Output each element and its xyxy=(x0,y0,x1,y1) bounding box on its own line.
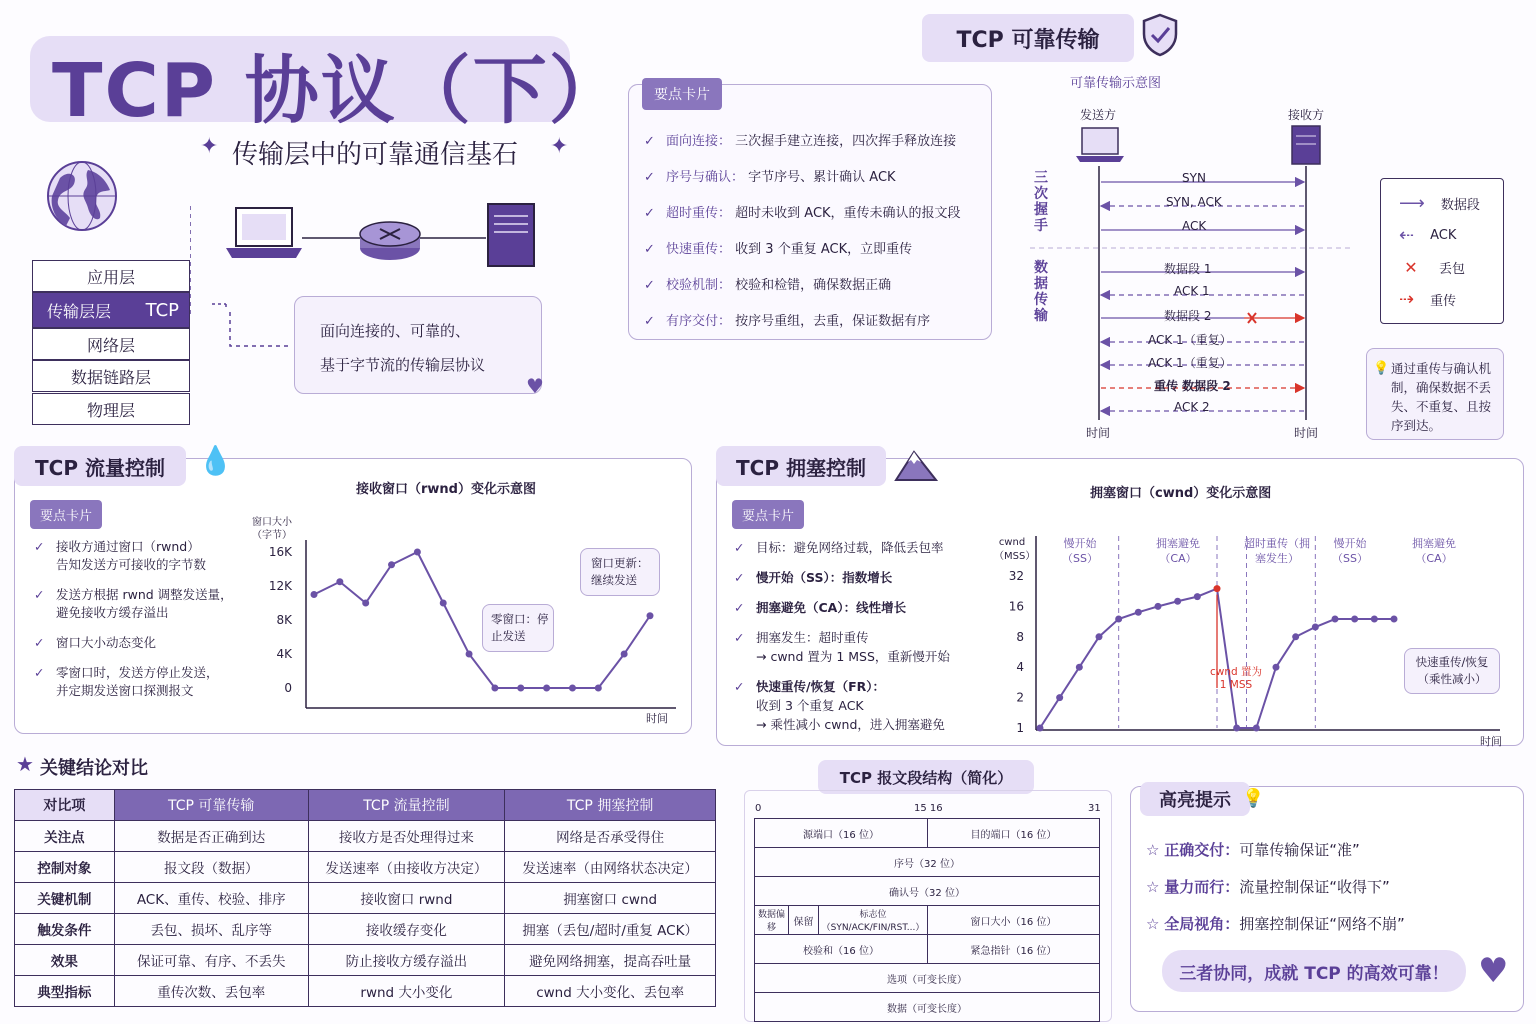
rwnd-point xyxy=(621,651,628,658)
y-tick-label: 4 xyxy=(1016,660,1024,675)
congestion-point: ✓ 目标：避免网络过载，降低丢包率 xyxy=(734,538,984,557)
heart-icon: ♥ xyxy=(1478,951,1509,991)
msg-label: 数据段 1 xyxy=(1164,262,1212,276)
layer-transport-label: 传输层层 xyxy=(47,301,112,321)
msg-label: ACK 1（重复） xyxy=(1148,356,1232,370)
congestion-point: ✓ 拥塞发生：超时重传 → cwnd 置为 1 MSS，重新慢开始 xyxy=(734,628,984,666)
cwnd-point xyxy=(1155,603,1162,610)
highlight-item: ☆ 全局视角：拥塞控制保证“网络不崩” xyxy=(1146,915,1405,933)
flow-x-label: 时间 xyxy=(646,712,668,725)
lightbulb-icon: 💡 xyxy=(1373,361,1390,376)
segment-row: 数据（可变长度） xyxy=(755,993,1100,1022)
cwnd-point xyxy=(1056,694,1063,701)
segment-row: 确认号（32 位） xyxy=(755,877,1100,906)
cwnd-point xyxy=(1391,616,1398,623)
flow-y-label: 窗口大小（字节） xyxy=(252,517,292,541)
congestion-points xyxy=(734,538,984,734)
y-tick-label: 1 xyxy=(1016,721,1024,735)
rwnd-point xyxy=(311,591,318,598)
rwnd-point xyxy=(569,685,576,692)
ack-arrow-icon: ⇠ xyxy=(1399,224,1415,246)
keypoint-item: ✓ 面向连接： 三次握手建立连接，四次挥手释放连接 xyxy=(644,124,990,160)
keypoint-item: ✓ 有序交付： 按序号重组，去重，保证数据有序 xyxy=(644,304,990,340)
flow-chart-title: 接收窗口（rwnd）变化示意图 xyxy=(356,482,536,497)
keypoint-item: ✓ 快速重传： 收到 3 个重复 ACK，立即重传 xyxy=(644,232,990,268)
segment-row: 序号（32 位） xyxy=(755,848,1100,877)
phase-label: 超时重传（拥塞发生） xyxy=(1244,537,1310,565)
receiver-server-icon xyxy=(1292,126,1320,164)
y-tick-label: 8 xyxy=(1016,629,1024,644)
rwnd-point xyxy=(466,651,473,658)
laptop-icon xyxy=(226,208,302,258)
cwnd-reset-note: cwnd 置为 1 MSS xyxy=(1209,666,1263,691)
table-header-row: 对比项 TCP 可靠传输 TCP 流量控制 TCP 拥塞控制 xyxy=(15,790,716,821)
cwnd-point xyxy=(1351,616,1358,623)
congestion-chart xyxy=(1000,530,1510,740)
table-row: 触发条件 丢包、损坏、乱序等 接收缓存变化 拥塞（丢包/超时/重复 ACK） xyxy=(15,914,716,945)
fr-callout: 快速重传/恢复（乘性减小） xyxy=(1404,648,1500,694)
highlight-footer: 三者协同，成就 TCP 的高效可靠！ xyxy=(1162,950,1466,992)
table-row: 关注点 数据是否正确到达 接收方是否处理得过来 网络是否承受得住 xyxy=(15,821,716,852)
star-icon: ★ xyxy=(16,752,34,776)
y-tick-label: 0 xyxy=(284,681,292,695)
keypoint-item: ✓ 超时重传： 超时未收到 ACK，重传未确认的报文段 xyxy=(644,196,990,232)
phase-label: 拥塞避免（CA） xyxy=(1412,537,1456,565)
flow-point: ✓ 窗口大小动态变化 xyxy=(34,634,254,652)
rwnd-point xyxy=(362,600,369,607)
cwnd-point xyxy=(1076,664,1083,671)
compare-table xyxy=(14,789,716,1007)
rwnd-point xyxy=(517,685,524,692)
congestion-point: ✓ 快速重传/恢复（FR）： 收到 3 个重复 ACK → 乘性减小 cwnd，进入拥塞避免 xyxy=(734,677,984,734)
congestion-chart-title: 拥塞窗口（cwnd）变化示意图 xyxy=(1090,486,1272,501)
y-tick-label: 32 xyxy=(1008,569,1024,583)
phase-label: 慢开始（SS） xyxy=(1332,537,1368,565)
retransmit-arrow-icon: ⇢ xyxy=(1399,288,1415,310)
flow-tag: 要点卡片 xyxy=(30,500,102,529)
rwnd-point xyxy=(491,685,498,692)
congestion-point: ✓ 拥塞避免（CA）：线性增长 xyxy=(734,598,984,617)
table-row: 典型指标 重传次数、丢包率 rwnd 大小变化 cwnd 大小变化、丢包率 xyxy=(15,976,716,1007)
segment-row: 源端口（16 位） 目的端口（16 位） xyxy=(755,819,1100,848)
reliable-diagram-title: 可靠传输示意图 xyxy=(1070,76,1162,91)
flow-control-title: TCP 流量控制 xyxy=(14,446,186,486)
rwnd-point xyxy=(414,549,421,556)
sequence-legend: ⟶ 数据段 ⇠ ACK ✕ 丢包 ⇢ 重传 xyxy=(1380,178,1504,324)
congestion-y-label: cwnd（MSS） xyxy=(994,537,1036,562)
rwnd-point xyxy=(440,600,447,607)
loss-icon: ✕ xyxy=(1404,257,1418,277)
segment-row: 校验和（16 位） 紧急指针（16 位） xyxy=(755,935,1100,964)
cwnd-point xyxy=(1214,585,1221,592)
cwnd-point xyxy=(1253,725,1260,732)
rwnd-point xyxy=(595,685,602,692)
y-tick-label: 8K xyxy=(276,613,292,627)
segment-table xyxy=(754,818,1100,1022)
layer-transport xyxy=(32,292,190,328)
cwnd-point xyxy=(1174,598,1181,605)
rwnd-point xyxy=(647,612,654,619)
segment-row: 选项（可变长度） xyxy=(755,964,1100,993)
cwnd-point xyxy=(1332,616,1339,623)
msg-label: SYN, ACK xyxy=(1166,195,1222,209)
sender-label: 发送方 xyxy=(1080,108,1117,122)
time-label-sender: 时间 xyxy=(1086,426,1111,440)
flow-point: ✓ 零窗口时，发送方停止发送， 并定期发送窗口探测报文 xyxy=(34,664,254,700)
layer-transport-tcp: TCP xyxy=(145,299,179,321)
page-title: TCP 协议（下） xyxy=(52,48,625,134)
cwnd-point xyxy=(1292,633,1299,640)
msg-label: ACK 1（重复） xyxy=(1148,333,1232,347)
segment-title: TCP 报文段结构（简化） xyxy=(818,760,1034,794)
flow-point: ✓ 接收方通过窗口（rwnd） 告知发送方可接收的字节数 xyxy=(34,538,254,574)
msg-label: ACK 1 xyxy=(1174,284,1210,298)
cwnd-point xyxy=(1115,616,1122,623)
shield-icon xyxy=(1140,12,1180,58)
router-icon xyxy=(360,222,420,260)
server-icon xyxy=(488,204,534,266)
flow-callout-update: 窗口更新：继续发送 xyxy=(580,548,660,596)
cwnd-point xyxy=(1273,664,1280,671)
table-row: 关键机制 ACK、重传、校验、排序 接收窗口 rwnd 拥塞窗口 cwnd xyxy=(15,883,716,914)
reliable-note: 💡 通过重传与确认机制，确保数据不丢失、不重复、且按序到达。 xyxy=(1366,348,1504,440)
segment-row: 数据偏移 保留 标志位（SYN/ACK/FIN/RST...） 窗口大小（16 位） xyxy=(755,906,1100,935)
keypoint-item: ✓ 序号与确认： 字节序号、累计确认 ACK xyxy=(644,160,990,196)
bit-label: 31 xyxy=(1088,803,1101,814)
highlight-item: ☆ 量力而行：流量控制保证“收得下” xyxy=(1146,878,1390,896)
layer-physical: 物理层 xyxy=(32,393,190,425)
highlight-title: 高亮提示 xyxy=(1140,782,1250,816)
data-arrow-icon: ⟶ xyxy=(1399,192,1425,214)
msg-label: SYN xyxy=(1182,171,1206,185)
layer-network: 网络层 xyxy=(32,328,190,360)
layer-application: 应用层 xyxy=(32,260,190,292)
msg-label: ACK xyxy=(1182,219,1207,233)
flow-points xyxy=(34,538,254,700)
table-row: 效果 保证可靠、有序、不丢失 防止接收方缓存溢出 避免网络拥塞，提高吞吐量 xyxy=(15,945,716,976)
reliable-title: TCP 可靠传输 xyxy=(922,14,1134,62)
sparkle-icon: ✦ xyxy=(550,134,569,159)
cwnd-point xyxy=(1135,609,1142,616)
compare-title: 关键结论对比 xyxy=(40,758,148,779)
congestion-point: ✓ 慢开始（SS）：指数增长 xyxy=(734,568,984,587)
congestion-x-label: 时间 xyxy=(1480,735,1502,748)
msg-label: 重传 数据段 2 xyxy=(1154,379,1231,393)
intro-box xyxy=(294,296,542,394)
keypoints-list xyxy=(644,124,990,340)
layer-datalink: 数据链路层 xyxy=(32,360,190,392)
cwnd-point xyxy=(1194,593,1201,600)
y-tick-label: 16 xyxy=(1008,599,1024,614)
highlight-item: ☆ 正确交付：可靠传输保证“准” xyxy=(1146,841,1360,859)
intro-line-1: 面向连接的、可靠的、 xyxy=(320,322,471,340)
rwnd-point xyxy=(336,578,343,585)
globe-icon xyxy=(44,156,120,238)
receiver-label: 接收方 xyxy=(1288,108,1325,122)
flow-callout-zero: 零窗口：停止发送 xyxy=(482,604,554,652)
cwnd-point xyxy=(1312,624,1319,631)
msg-label: 数据段 2 xyxy=(1164,309,1212,323)
congestion-tag: 要点卡片 xyxy=(732,500,804,529)
congestion-title: TCP 拥塞控制 xyxy=(716,446,886,486)
water-drop-icon: 💧 xyxy=(198,444,233,477)
bit-label: 0 xyxy=(755,803,762,814)
cwnd-point xyxy=(1371,616,1378,623)
flow-point: ✓ 发送方根据 rwnd 调整发送量， 避免接收方缓存溢出 xyxy=(34,586,254,622)
y-tick-label: 4K xyxy=(276,647,292,661)
y-tick-label: 12K xyxy=(268,579,292,593)
cwnd-point xyxy=(1037,725,1044,732)
mountain-icon xyxy=(894,446,938,482)
sparkle-icon: ✦ xyxy=(200,134,219,159)
msg-label: ACK 2 xyxy=(1174,400,1210,414)
intro-line-2: 基于字节流的传输层协议 xyxy=(320,356,486,374)
rwnd-point xyxy=(543,685,550,692)
page-subtitle: 传输层中的可靠通信基石 xyxy=(232,140,519,170)
sender-laptop-icon xyxy=(1076,128,1124,162)
y-tick-label: 16K xyxy=(268,545,292,559)
heart-icon: ♥ xyxy=(526,374,544,398)
cwnd-point xyxy=(1233,725,1240,732)
phase-label: 慢开始（SS） xyxy=(1062,537,1098,565)
lightbulb-icon: 💡 xyxy=(1242,788,1265,809)
keypoints-tag: 要点卡片 xyxy=(642,78,722,110)
rwnd-point xyxy=(388,561,395,568)
table-row: 控制对象 报文段（数据） 发送速率（由接收方决定） 发送速率（由网络状态决定） xyxy=(15,852,716,883)
highlight-list xyxy=(1146,832,1405,943)
time-label-receiver: 时间 xyxy=(1294,426,1319,440)
phase-transfer: 数据传输 xyxy=(1034,260,1048,324)
bit-label: 15 16 xyxy=(914,803,943,814)
y-tick-label: 2 xyxy=(1016,690,1024,705)
keypoint-item: ✓ 校验机制： 校验和检错，确保数据正确 xyxy=(644,268,990,304)
phase-handshake: 三次握手 xyxy=(1034,170,1048,234)
phase-label: 拥塞避免（CA） xyxy=(1156,537,1200,565)
cwnd-point xyxy=(1096,633,1103,640)
